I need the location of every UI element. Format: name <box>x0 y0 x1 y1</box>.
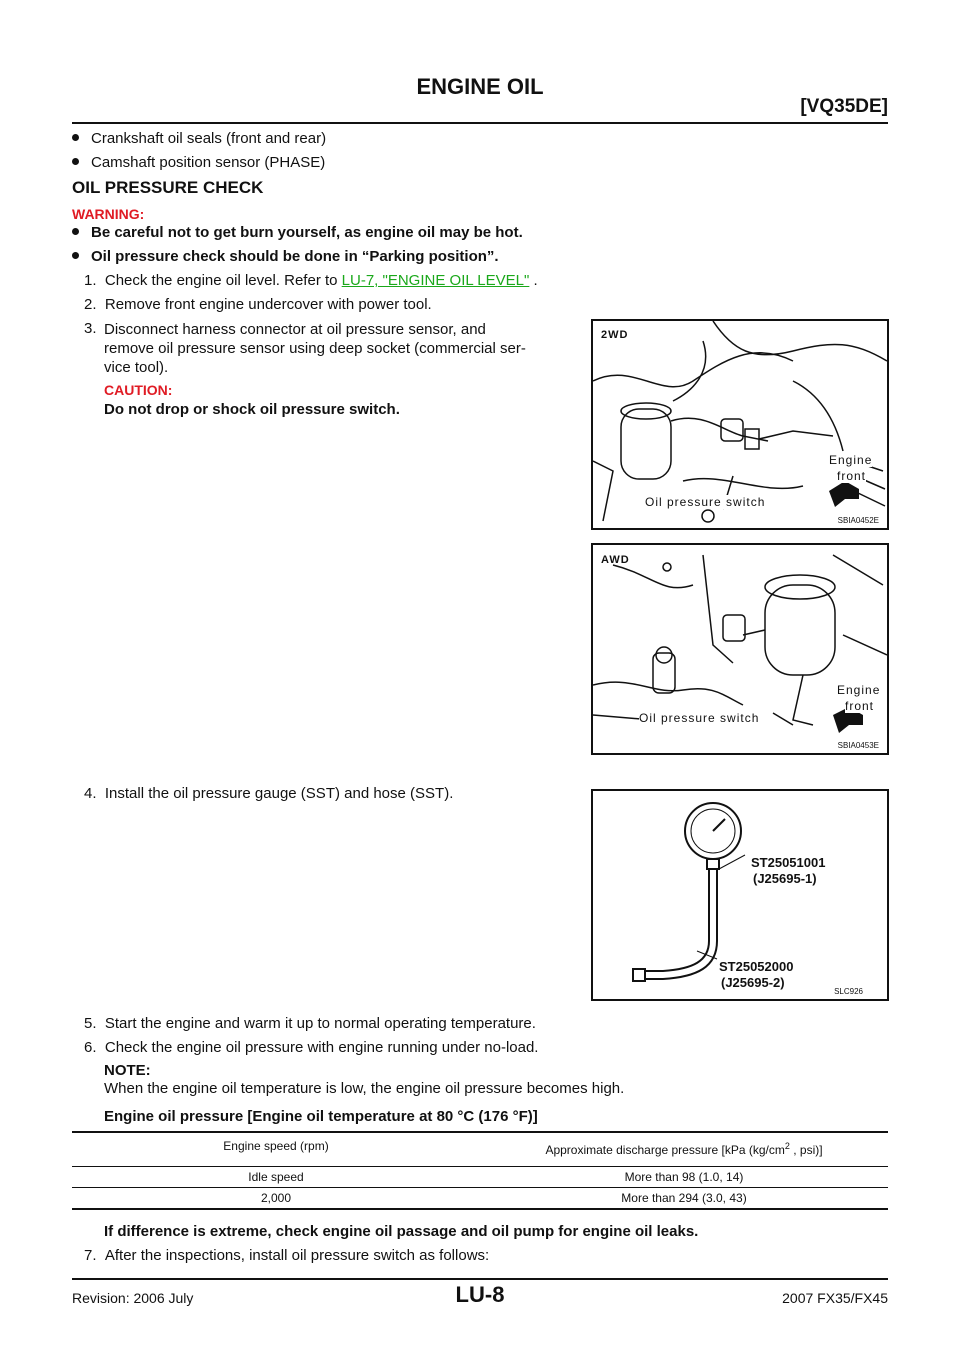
label-oil-pressure-switch: Oil pressure switch <box>639 711 760 725</box>
step-7: 7. After the inspections, install oil pressure switch as follows: <box>84 1247 490 1264</box>
part-number-gauge: ST25051001 <box>751 855 826 870</box>
step-3-number: 3. <box>84 320 97 337</box>
oil-pressure-spec-table <box>72 1133 888 1208</box>
bullet-icon <box>72 158 79 165</box>
part-number-gauge-alt: (J25695-1) <box>753 871 817 886</box>
table-cell: Idle speed <box>248 1169 304 1184</box>
step-6: 6. Check the engine oil pressure with engine running under no-load. <box>84 1039 539 1056</box>
label-oil-pressure-switch: Oil pressure switch <box>645 495 766 509</box>
figure-id: SBIA0452E <box>837 516 879 525</box>
warning-label: WARNING: <box>72 206 145 222</box>
cross-reference-link[interactable]: LU-7, "ENGINE OIL LEVEL" <box>341 272 530 289</box>
table-row <box>72 1166 888 1187</box>
figure-id: SBIA0453E <box>837 741 879 750</box>
figure-id: SLC926 <box>834 987 863 996</box>
extreme-difference-note: If difference is extreme, check engine oil passage and oil pump for engine oil leaks. <box>104 1223 699 1240</box>
step-5: 5. Start the engine and warm it up to normal operating temperature. <box>84 1015 536 1032</box>
bullet-icon <box>72 134 79 141</box>
part-number-hose: ST25052000 <box>719 959 794 974</box>
step-2: 2. Remove front engine undercover with power tool. <box>84 296 432 313</box>
label-front: front <box>845 699 875 713</box>
page-title: ENGINE OIL <box>416 74 544 99</box>
vehicle-model: 2007 FX35/FX45 <box>782 1290 888 1306</box>
bullet-item: Camshaft position sensor (PHASE) <box>72 154 325 171</box>
table-row <box>72 1187 888 1208</box>
step-3-line-2: remove oil pressure sensor using deep socket (commercial ser- <box>104 340 526 357</box>
page-number: LU-8 <box>455 1282 505 1307</box>
caution-text: Do not drop or shock oil pressure switch. <box>104 401 400 418</box>
figure-oil-pressure-gauge <box>591 789 889 1001</box>
bullet-icon <box>72 228 79 235</box>
table-bottom-rule <box>72 1208 888 1210</box>
spec-title: Engine oil pressure [Engine oil temperature at 80 °C (176 °F)] <box>104 1108 538 1125</box>
figure-tag: AWD <box>601 554 630 566</box>
step-3-line-3: vice tool). <box>104 359 169 376</box>
bullet-item: Crankshaft oil seals (front and rear) <box>72 130 326 147</box>
footer-divider <box>72 1278 888 1280</box>
warning-item: Be careful not to get burn yourself, as engine oil may be hot. <box>72 224 523 241</box>
part-number-hose-alt: (J25695-2) <box>721 975 785 990</box>
label-engine: Engine <box>829 453 873 467</box>
note-text: When the engine oil temperature is low, the engine oil pressure becomes high. <box>104 1080 625 1097</box>
warning-item: Oil pressure check should be done in “Parking position”. <box>72 248 499 265</box>
note-label: NOTE: <box>104 1062 151 1079</box>
step-3-line-1: Disconnect harness connector at oil pressure sensor, and <box>104 321 486 338</box>
bullet-icon <box>72 252 79 259</box>
caution-label: CAUTION: <box>104 382 173 398</box>
label-engine: Engine <box>837 683 881 697</box>
step-4: 4. Install the oil pressure gauge (SST) and hose (SST). <box>84 785 454 802</box>
table-cell: 2,000 <box>260 1190 292 1205</box>
table-header-cell: Approximate discharge pressure [kPa ($kg/cm^2$ , psi)] <box>545 1141 823 1158</box>
section-heading: OIL PRESSURE CHECK <box>72 178 264 197</box>
label-front: front <box>837 469 867 483</box>
spec-table-container <box>72 1131 888 1210</box>
table-header-row <box>72 1133 888 1166</box>
table-cell: More than 294 (3.0, 43) <box>621 1190 747 1205</box>
header-divider <box>72 122 888 124</box>
figure-tag: 2WD <box>601 329 629 341</box>
table-cell: More than 98 (1.0, 14) <box>624 1169 744 1184</box>
table-header-cell: Engine speed (rpm) <box>223 1139 329 1153</box>
revision-date: Revision: 2006 July <box>72 1290 194 1306</box>
step-1: 1. Check the engine oil level. Refer to LU-7, "ENGINE OIL LEVEL" . <box>84 272 538 289</box>
engine-front-arrow-icon <box>829 481 859 507</box>
figure-2wd <box>591 319 889 530</box>
engine-model-code: [VQ35DE] <box>800 96 888 117</box>
figure-awd <box>591 543 889 755</box>
